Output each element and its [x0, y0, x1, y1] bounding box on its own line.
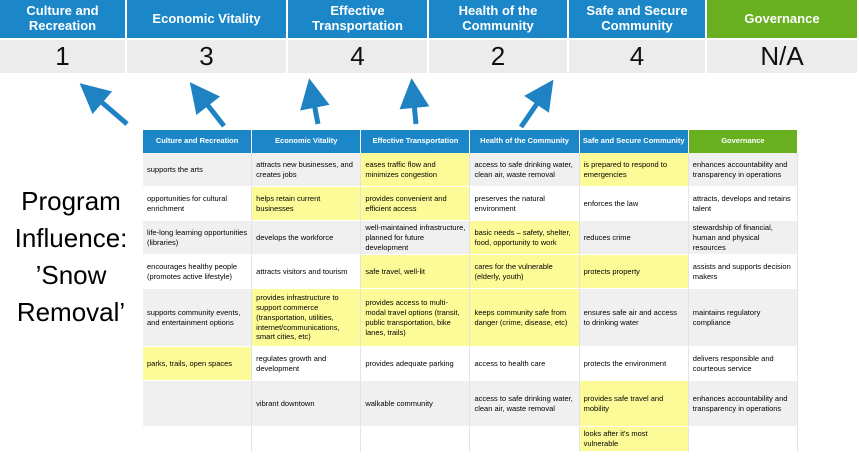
matrix-cell	[143, 381, 252, 427]
program-influence-line: ’Snow	[35, 260, 107, 290]
banner-label: Economic Vitality	[127, 0, 286, 38]
matrix-cell: is prepared to respond to emergencies	[580, 153, 689, 187]
matrix-cell: reduces crime	[580, 221, 689, 255]
program-influence-label	[0, 183, 142, 331]
up-arrow-icon-1	[91, 93, 127, 124]
matrix-cell: attracts visitors and tourism	[252, 255, 361, 289]
matrix-cell	[252, 427, 361, 452]
program-influence-line: Removal’	[16, 297, 126, 327]
matrix-cell: enhances accountability and transparency in operations	[689, 153, 798, 187]
influence-matrix	[143, 130, 798, 452]
matrix-row	[143, 347, 798, 381]
banner-column-health-community	[429, 0, 567, 73]
matrix-cell: provides convenient and efficient access	[361, 187, 470, 221]
matrix-cell: parks, trails, open spaces	[143, 347, 252, 381]
matrix-cell: protects the environment	[580, 347, 689, 381]
matrix-cell: ensures safe air and access to drinking water	[580, 289, 689, 347]
matrix-cell	[143, 427, 252, 452]
score-value: 4	[569, 40, 705, 73]
matrix-row	[143, 153, 798, 187]
matrix-cell: develops the workforce	[252, 221, 361, 255]
influence-matrix-container	[143, 130, 798, 452]
matrix-cell: protects property	[580, 255, 689, 289]
banner-label: Governance	[707, 0, 857, 38]
priority-score-banner	[0, 0, 859, 73]
matrix-cell: keeps community safe from danger (crime, disease, etc)	[470, 289, 579, 347]
matrix-cell: provides access to multi-modal travel options (transit, public transportation, bike lanes, trails)	[361, 289, 470, 347]
matrix-cell: looks after it's most vulnerable	[580, 427, 689, 452]
banner-column-economic-vitality	[127, 0, 286, 73]
matrix-cell: supports community events, and entertainment options	[143, 289, 252, 347]
matrix-header-row	[143, 130, 798, 153]
matrix-header-cell: Effective Transportation	[361, 130, 470, 153]
banner-label: Effective Transportation	[288, 0, 427, 38]
score-value: N/A	[707, 40, 857, 73]
matrix-cell: basic needs – safety, shelter, food, opportunity to work	[470, 221, 579, 255]
banner-column-safe-secure-community	[569, 0, 705, 73]
program-influence-line: Influence:	[14, 223, 128, 253]
up-arrow-icon-2	[199, 94, 224, 126]
matrix-cell: access to health care	[470, 347, 579, 381]
matrix-cell: eases traffic flow and minimizes congestion	[361, 153, 470, 187]
matrix-cell: delivers responsible and courteous service	[689, 347, 798, 381]
matrix-cell: supports the arts	[143, 153, 252, 187]
banner-label: Health of the Community	[429, 0, 567, 38]
score-value: 4	[288, 40, 427, 73]
up-arrow-icon-4	[413, 93, 416, 124]
matrix-cell	[689, 427, 798, 452]
matrix-header-cell: Safe and Secure Community	[580, 130, 689, 153]
banner-column-governance	[707, 0, 857, 73]
banner-label: Safe and Secure Community	[569, 0, 705, 38]
matrix-cell: provides infrastructure to support commerce (transportation, utilities, internet/communications, smart cities, etc)	[252, 289, 361, 347]
matrix-header-cell: Health of the Community	[470, 130, 579, 153]
matrix-cell: access to safe drinking water, clean air, waste removal	[470, 381, 579, 427]
matrix-cell: preserves the natural environment	[470, 187, 579, 221]
matrix-row	[143, 187, 798, 221]
matrix-cell: provides safe travel and mobility	[580, 381, 689, 427]
program-influence-line: Program	[21, 186, 121, 216]
up-arrows	[0, 78, 720, 134]
matrix-cell	[361, 427, 470, 452]
matrix-cell: provides adequate parking	[361, 347, 470, 381]
matrix-cell: helps retain current businesses	[252, 187, 361, 221]
matrix-header-cell: Governance	[689, 130, 798, 153]
matrix-cell: regulates growth and development	[252, 347, 361, 381]
matrix-cell: maintains regulatory compliance	[689, 289, 798, 347]
banner-column-culture-recreation	[0, 0, 125, 73]
matrix-cell: safe travel, well-lit	[361, 255, 470, 289]
matrix-cell: attracts new businesses, and creates jobs	[252, 153, 361, 187]
matrix-row	[143, 381, 798, 427]
matrix-row	[143, 289, 798, 347]
score-value: 3	[127, 40, 286, 73]
matrix-cell: cares for the vulnerable (elderly, youth)	[470, 255, 579, 289]
up-arrow-icon-5	[521, 92, 545, 127]
matrix-cell: walkable community	[361, 381, 470, 427]
matrix-row	[143, 427, 798, 452]
matrix-header-cell: Economic Vitality	[252, 130, 361, 153]
matrix-cell: stewardship of financial, human and physical resources	[689, 221, 798, 255]
matrix-cell: vibrant downtown	[252, 381, 361, 427]
matrix-cell	[470, 427, 579, 452]
matrix-cell: attracts, develops and retains talent	[689, 187, 798, 221]
matrix-cell: access to safe drinking water, clean air, waste removal	[470, 153, 579, 187]
banner-column-effective-transportation	[288, 0, 427, 73]
matrix-cell: assists and supports decision makers	[689, 255, 798, 289]
matrix-row	[143, 221, 798, 255]
matrix-cell: encourages healthy people (promotes active lifestyle)	[143, 255, 252, 289]
matrix-body	[143, 153, 798, 452]
matrix-cell: enhances accountability and transparency in operations	[689, 381, 798, 427]
up-arrow-icon-3	[312, 93, 318, 124]
matrix-row	[143, 255, 798, 289]
score-value: 1	[0, 40, 125, 73]
score-value: 2	[429, 40, 567, 73]
matrix-header-cell: Culture and Recreation	[143, 130, 252, 153]
matrix-cell: enforces the law	[580, 187, 689, 221]
banner-label: Culture and Recreation	[0, 0, 125, 38]
matrix-cell: opportunities for cultural enrichment	[143, 187, 252, 221]
matrix-cell: life-long learning opportunities (libraries)	[143, 221, 252, 255]
matrix-cell: well-maintained infrastructure, planned for future development	[361, 221, 470, 255]
